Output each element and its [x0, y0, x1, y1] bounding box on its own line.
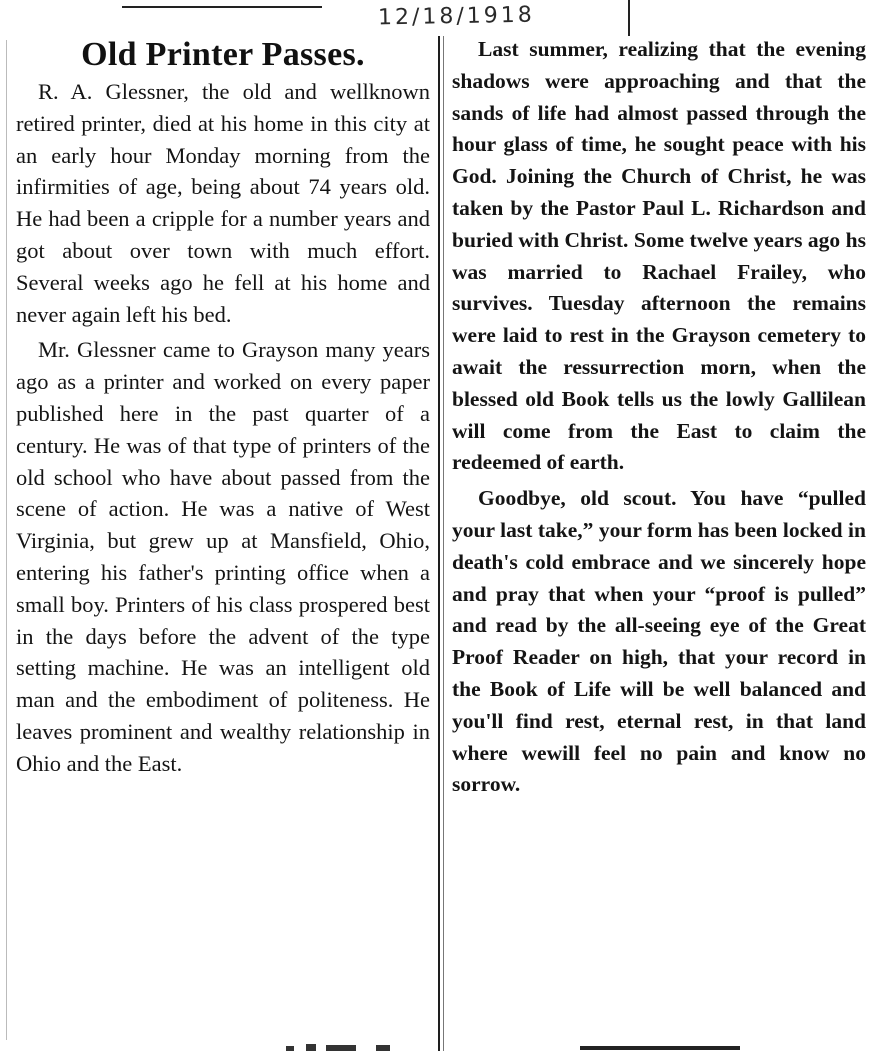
- handwritten-date: 12/18/1918: [377, 2, 536, 31]
- bottom-rule: [580, 1046, 740, 1050]
- clipping-edge: [6, 40, 7, 1040]
- right-column: [452, 34, 866, 801]
- left-column: [16, 34, 430, 780]
- right-paragraph-1: Last summer, realizing that the evening shadows were approaching and that the sands of life had almost passed through the hour glass of time, he sought peace with his God. Joining the Church of Christ, he was taken by the Pastor Paul L. Richardson and buried with Christ. Some twelve years ago hs was married to Rachael Frailey, who survives. Tuesday afternoon the remains were laid to rest in the Grayson cemetery to await the ressurrection morn, when the blessed old Book tells us the lowly Gallilean will come from the East to claim the redeemed of earth.: [452, 37, 866, 475]
- left-paragraph-1: R. A. Glessner, the old and wellknown retired printer, died at his home in this city at an early hour Monday morning from the infirmities of age, being about 74 years old. He had been a cripple for a number years and got about over town with much effort. Several weeks ago he fell at his home and never again left his bed.: [16, 79, 430, 327]
- column-divider: [438, 36, 444, 1051]
- left-paragraph-2: Mr. Glessner came to Grayson many years ago as a printer and worked on every paper published here in the past quarter of a century. He was of that type of printers of the old school who have about passed from the scene of action. He was a native of West Virginia, but grew up at Mansfield, Ohio, entering his father's printing office when a small boy. Printers of his class prospered best in the days before the advent of the type setting machine. He was an intelligent old man and the embodiment of politeness. He leaves prominent and wealthy relationship in Ohio and the East.: [16, 337, 430, 776]
- cut-off-text-fragment: [286, 1040, 406, 1051]
- top-column-rule: [628, 0, 630, 36]
- article-headline: Old Printer Passes.: [81, 36, 365, 73]
- right-paragraph-2: Goodbye, old scout. You have “pulled your last take,” your form has been locked in death's cold embrace and we sincerely hope and pray that when your “proof is pulled” and read by the all-seeing eye of the Great Proof Reader on high, that your record in the Book of Life will be well balanced and you'll find rest, eternal rest, in that land where wewill feel no pain and know no sorrow.: [452, 486, 866, 797]
- top-rule: [122, 6, 322, 8]
